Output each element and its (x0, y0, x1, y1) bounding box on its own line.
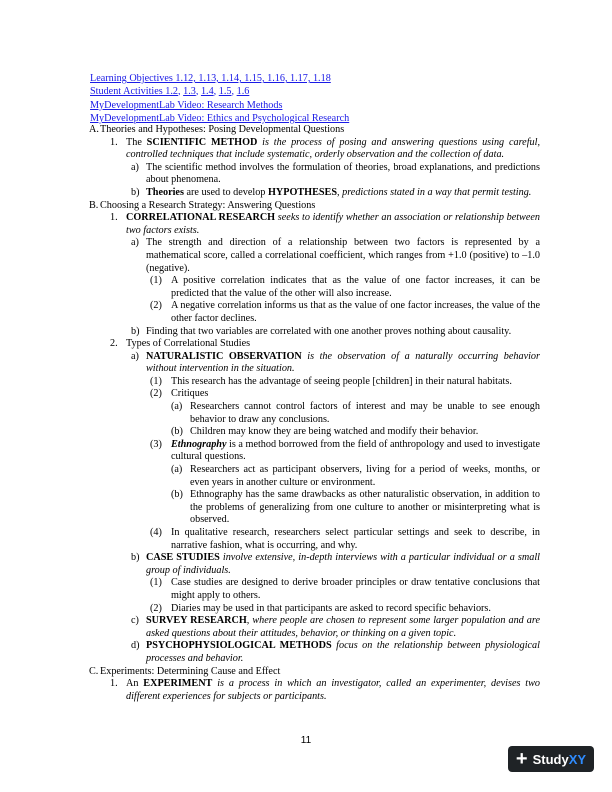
outline-item: (a) Researchers act as participant observers, living for a period of weeks, months, or even years in another culture or environment. (171, 464, 540, 488)
section-heading: Choosing a Research Strategy: Answering Questions (100, 199, 316, 211)
outline-item: (a) Researchers cannot control factors of interest and may be unable to see enough behavior to draw any conclusions. (171, 401, 540, 425)
student-activities-link-1-4[interactable]: 1.4 (200, 86, 214, 98)
studyxy-badge[interactable] (508, 746, 594, 772)
student-activities-link-1-6[interactable]: 1.6 (236, 86, 250, 98)
link-separator: , (231, 86, 237, 98)
link-separator: , (213, 86, 219, 98)
outline-item: 2. Types of Correlational Studies (110, 338, 251, 350)
section-c: C. Experiments: Determining Cause and Effect (90, 666, 540, 679)
section-heading: Theories and Hypotheses: Posing Developmental Questions (100, 124, 345, 135)
student-activities-link-1-5[interactable]: 1.5 (218, 86, 232, 98)
outline-body (90, 124, 540, 703)
page-number: 11 (300, 735, 312, 746)
outline-item: (2) Critiques (150, 388, 209, 400)
outline-item: b) Theories are used to develop HYPOTHESES, predictions stated in a way that permit testing. (131, 186, 532, 198)
outline-item: a) NATURALISTIC OBSERVATION is the observation of a naturally occurring behavior without intervention in the situation. (131, 350, 540, 375)
section-b: B. Choosing a Research Strategy: Answering Questions (90, 200, 540, 213)
student-activities-link-1-3[interactable]: 1.3 (183, 86, 196, 98)
outline-item: a) The strength and direction of a relationship between two factors is represented by a mathematical score, called a correlational coefficient, which ranges from +1.0 (positive) to –1.0 (negative). (131, 237, 540, 274)
learning-objectives-link[interactable]: Learning Objectives 1.12, 1.13, 1.14, 1.15, 1.16, 1.17, 1.18 (90, 73, 331, 84)
outline-item: (b) Children may know they are being watched and modify their behavior. (171, 426, 479, 438)
link-separator: , (178, 86, 184, 98)
link-separator: , (195, 86, 201, 98)
ethics-video-link[interactable]: MyDevelopmentLab Video: Ethics and Psychological Research (90, 113, 350, 125)
outline-item: c) SURVEY RESEARCH, where people are chosen to represent some larger population and are asked questions about their attitudes, behavior, or thinking on a given topic. (131, 615, 540, 639)
outline-item: 1. The SCIENTIFIC METHOD is the process of posing and answering questions using careful, controlled techniques that include systematic, orderly observation and the collection of data. (110, 136, 541, 161)
outline-item: (2) Diaries may be used in that participants are asked to record specific behaviors. (150, 602, 491, 614)
outline-item: (2) A negative correlation informs us that as the value of one factor increases, the value of the other factor declines. (150, 300, 540, 324)
outline-item: d) PSYCHOPHYSIOLOGICAL METHODS focus on the relationship between physiological processes and behavior. (131, 640, 540, 664)
research-methods-video-link[interactable]: MyDevelopmentLab Video: Research Methods (90, 99, 283, 111)
outline-item: 1. CORRELATIONAL RESEARCH seeks to identify whether an association or relationship between two factors exists. (110, 212, 540, 236)
outline-item: (b) Ethnography has the same drawbacks as other naturalistic observation, in addition to the problems of generalizing from one culture to another or misinterpreting what is observed. (171, 489, 540, 526)
outline-item: (1) This research has the advantage of seeing people [children] in their natural habitats. (150, 375, 512, 387)
outline-item: (1) A positive correlation indicates that as the value of one factor increases, it can be predicted that the value of the other will also increase. (150, 275, 540, 299)
outline-item: (1) Case studies are designed to derive broader principles or draw tentative conclusions that might apply to others. (150, 577, 540, 601)
outline-item: a) The scientific method involves the formulation of theories, broad explanations, and predictions about phenomena. (131, 161, 540, 186)
outline-item: b) CASE STUDIES involve extensive, in-depth interviews with a particular individual or a small group of individuals. (131, 552, 540, 576)
outline-item: (4) In qualitative research, researchers select particular settings and seek to describe, in narrative fashion, what is occurring, and why. (150, 527, 540, 551)
plus-icon: + (515, 748, 528, 770)
outline-item: b) Finding that two variables are correlated with one another proves nothing about causality. (131, 325, 512, 337)
outline-item: 1. An EXPERIMENT is a process in which an investigator, called an experimenter, devises two different experiences for subjects or participants. (110, 678, 540, 702)
section-heading: Experiments: Determining Cause and Effect (100, 665, 281, 677)
section-a: A. Theories and Hypotheses: Posing Developmental Questions (90, 124, 540, 137)
resource-links (90, 72, 349, 126)
student-activities-link-1-2[interactable]: Student Activities 1.2 (90, 86, 179, 98)
brand-logo: StudyXY (532, 751, 587, 767)
outline-item: (3) Ethnography is a method borrowed from the field of anthropology and used to investigate cultural questions. (150, 438, 540, 463)
